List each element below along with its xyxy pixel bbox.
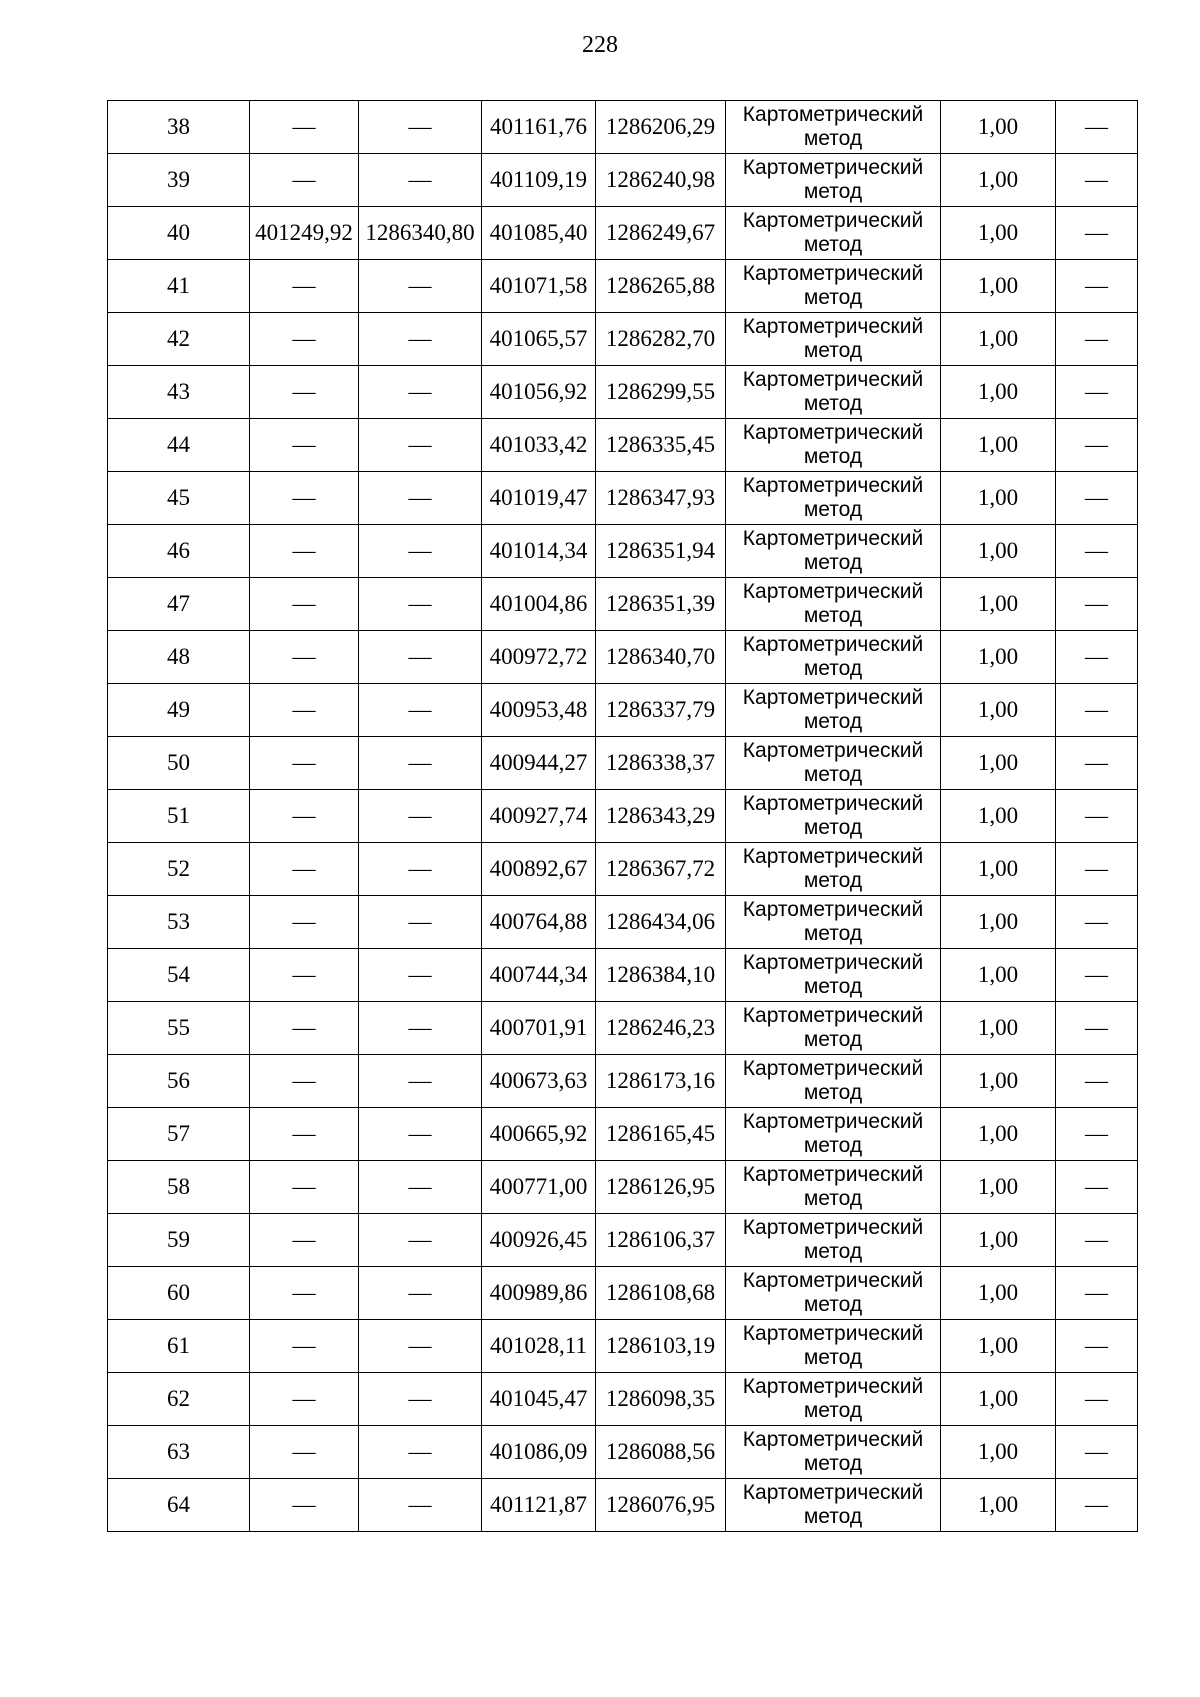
coordinates-table (107, 100, 1138, 1532)
table-row (108, 101, 1138, 154)
cell-x-coordinate: 401065,57 (482, 313, 596, 366)
cell-method: Картометрический метод (726, 578, 941, 631)
cell-point-number: 61 (108, 1320, 250, 1373)
cell-existing-y: — (359, 1055, 482, 1108)
cell-note: — (1056, 1320, 1138, 1373)
cell-existing-y: — (359, 1373, 482, 1426)
cell-point-number: 53 (108, 896, 250, 949)
cell-accuracy: 1,00 (941, 260, 1056, 313)
cell-method: Картометрический метод (726, 313, 941, 366)
cell-y-coordinate: 1286343,29 (596, 790, 726, 843)
cell-existing-y: — (359, 684, 482, 737)
cell-existing-x: — (250, 1267, 359, 1320)
cell-existing-x: — (250, 1055, 359, 1108)
cell-note: — (1056, 578, 1138, 631)
cell-note: — (1056, 101, 1138, 154)
cell-method: Картометрический метод (726, 101, 941, 154)
cell-note: — (1056, 1479, 1138, 1532)
cell-note: — (1056, 896, 1138, 949)
cell-point-number: 39 (108, 154, 250, 207)
cell-y-coordinate: 1286098,35 (596, 1373, 726, 1426)
cell-note: — (1056, 631, 1138, 684)
cell-x-coordinate: 400673,63 (482, 1055, 596, 1108)
table-row (108, 1426, 1138, 1479)
cell-y-coordinate: 1286088,56 (596, 1426, 726, 1479)
cell-note: — (1056, 1002, 1138, 1055)
cell-method: Картометрический метод (726, 1002, 941, 1055)
cell-x-coordinate: 400771,00 (482, 1161, 596, 1214)
cell-y-coordinate: 1286126,95 (596, 1161, 726, 1214)
cell-point-number: 54 (108, 949, 250, 1002)
cell-x-coordinate: 400764,88 (482, 896, 596, 949)
cell-existing-y: — (359, 1108, 482, 1161)
cell-existing-y: — (359, 260, 482, 313)
cell-existing-x: — (250, 790, 359, 843)
cell-note: — (1056, 684, 1138, 737)
cell-existing-y: — (359, 843, 482, 896)
cell-existing-x: — (250, 896, 359, 949)
cell-x-coordinate: 400989,86 (482, 1267, 596, 1320)
cell-existing-x: — (250, 949, 359, 1002)
cell-point-number: 49 (108, 684, 250, 737)
cell-existing-x: — (250, 472, 359, 525)
cell-x-coordinate: 400665,92 (482, 1108, 596, 1161)
cell-existing-y: — (359, 1214, 482, 1267)
cell-y-coordinate: 1286282,70 (596, 313, 726, 366)
cell-point-number: 45 (108, 472, 250, 525)
cell-y-coordinate: 1286106,37 (596, 1214, 726, 1267)
cell-method: Картометрический метод (726, 1055, 941, 1108)
cell-method: Картометрический метод (726, 1161, 941, 1214)
cell-note: — (1056, 790, 1138, 843)
cell-existing-x: — (250, 843, 359, 896)
cell-y-coordinate: 1286265,88 (596, 260, 726, 313)
cell-accuracy: 1,00 (941, 419, 1056, 472)
cell-x-coordinate: 400892,67 (482, 843, 596, 896)
cell-method: Картометрический метод (726, 207, 941, 260)
cell-existing-y: — (359, 419, 482, 472)
cell-existing-x: — (250, 1161, 359, 1214)
cell-point-number: 63 (108, 1426, 250, 1479)
cell-note: — (1056, 472, 1138, 525)
table-body (108, 101, 1138, 1532)
cell-method: Картометрический метод (726, 737, 941, 790)
table-row (108, 1002, 1138, 1055)
cell-note: — (1056, 737, 1138, 790)
cell-method: Картометрический метод (726, 154, 941, 207)
cell-existing-x: — (250, 101, 359, 154)
cell-accuracy: 1,00 (941, 1320, 1056, 1373)
cell-point-number: 64 (108, 1479, 250, 1532)
cell-accuracy: 1,00 (941, 1479, 1056, 1532)
cell-x-coordinate: 401161,76 (482, 101, 596, 154)
cell-x-coordinate: 401033,42 (482, 419, 596, 472)
cell-y-coordinate: 1286165,45 (596, 1108, 726, 1161)
cell-accuracy: 1,00 (941, 207, 1056, 260)
table-row (108, 1055, 1138, 1108)
cell-accuracy: 1,00 (941, 631, 1056, 684)
table-row (108, 1267, 1138, 1320)
cell-y-coordinate: 1286206,29 (596, 101, 726, 154)
cell-method: Картометрический метод (726, 1479, 941, 1532)
cell-point-number: 44 (108, 419, 250, 472)
cell-method: Картометрический метод (726, 1426, 941, 1479)
cell-y-coordinate: 1286434,06 (596, 896, 726, 949)
cell-method: Картометрический метод (726, 949, 941, 1002)
cell-accuracy: 1,00 (941, 737, 1056, 790)
cell-note: — (1056, 419, 1138, 472)
cell-y-coordinate: 1286367,72 (596, 843, 726, 896)
cell-accuracy: 1,00 (941, 472, 1056, 525)
cell-y-coordinate: 1286103,19 (596, 1320, 726, 1373)
cell-existing-x: — (250, 366, 359, 419)
cell-existing-x: — (250, 260, 359, 313)
cell-existing-x: — (250, 525, 359, 578)
table-row (108, 1479, 1138, 1532)
cell-point-number: 47 (108, 578, 250, 631)
cell-point-number: 42 (108, 313, 250, 366)
cell-accuracy: 1,00 (941, 366, 1056, 419)
cell-point-number: 43 (108, 366, 250, 419)
cell-note: — (1056, 949, 1138, 1002)
table-row (108, 207, 1138, 260)
cell-accuracy: 1,00 (941, 1002, 1056, 1055)
table-row (108, 1108, 1138, 1161)
cell-accuracy: 1,00 (941, 684, 1056, 737)
cell-accuracy: 1,00 (941, 1108, 1056, 1161)
cell-accuracy: 1,00 (941, 1161, 1056, 1214)
cell-note: — (1056, 1267, 1138, 1320)
cell-existing-y: — (359, 313, 482, 366)
cell-x-coordinate: 401121,87 (482, 1479, 596, 1532)
cell-x-coordinate: 400972,72 (482, 631, 596, 684)
cell-accuracy: 1,00 (941, 578, 1056, 631)
cell-existing-y: — (359, 1267, 482, 1320)
table-row (108, 525, 1138, 578)
cell-accuracy: 1,00 (941, 949, 1056, 1002)
cell-point-number: 60 (108, 1267, 250, 1320)
cell-existing-y: — (359, 578, 482, 631)
cell-note: — (1056, 313, 1138, 366)
cell-y-coordinate: 1286108,68 (596, 1267, 726, 1320)
cell-accuracy: 1,00 (941, 1373, 1056, 1426)
cell-method: Картометрический метод (726, 790, 941, 843)
cell-y-coordinate: 1286340,70 (596, 631, 726, 684)
cell-point-number: 51 (108, 790, 250, 843)
cell-note: — (1056, 1373, 1138, 1426)
cell-method: Картометрический метод (726, 366, 941, 419)
cell-method: Картометрический метод (726, 631, 941, 684)
cell-point-number: 38 (108, 101, 250, 154)
cell-accuracy: 1,00 (941, 843, 1056, 896)
cell-existing-y: — (359, 737, 482, 790)
cell-method: Картометрический метод (726, 896, 941, 949)
table-row (108, 843, 1138, 896)
cell-existing-x: — (250, 419, 359, 472)
cell-existing-x: — (250, 1320, 359, 1373)
cell-method: Картометрический метод (726, 472, 941, 525)
cell-existing-y: — (359, 949, 482, 1002)
cell-point-number: 55 (108, 1002, 250, 1055)
cell-point-number: 41 (108, 260, 250, 313)
page-number: 228 (582, 32, 618, 58)
cell-x-coordinate: 401086,09 (482, 1426, 596, 1479)
cell-note: — (1056, 1108, 1138, 1161)
cell-y-coordinate: 1286338,37 (596, 737, 726, 790)
cell-method: Картометрический метод (726, 1214, 941, 1267)
cell-method: Картометрический метод (726, 1267, 941, 1320)
cell-x-coordinate: 401109,19 (482, 154, 596, 207)
cell-accuracy: 1,00 (941, 1055, 1056, 1108)
cell-accuracy: 1,00 (941, 790, 1056, 843)
cell-note: — (1056, 1161, 1138, 1214)
cell-note: — (1056, 1055, 1138, 1108)
cell-accuracy: 1,00 (941, 1267, 1056, 1320)
cell-x-coordinate: 401071,58 (482, 260, 596, 313)
cell-existing-x: — (250, 1373, 359, 1426)
cell-point-number: 40 (108, 207, 250, 260)
cell-accuracy: 1,00 (941, 1426, 1056, 1479)
cell-existing-x: — (250, 737, 359, 790)
cell-method: Картометрический метод (726, 684, 941, 737)
cell-existing-y: — (359, 366, 482, 419)
table-row (108, 366, 1138, 419)
cell-existing-y: — (359, 1426, 482, 1479)
cell-note: — (1056, 366, 1138, 419)
cell-note: — (1056, 260, 1138, 313)
cell-note: — (1056, 154, 1138, 207)
cell-y-coordinate: 1286384,10 (596, 949, 726, 1002)
cell-note: — (1056, 843, 1138, 896)
table-row (108, 1161, 1138, 1214)
table-row (108, 578, 1138, 631)
cell-y-coordinate: 1286299,55 (596, 366, 726, 419)
table-row (108, 949, 1138, 1002)
cell-point-number: 50 (108, 737, 250, 790)
cell-accuracy: 1,00 (941, 313, 1056, 366)
cell-y-coordinate: 1286173,16 (596, 1055, 726, 1108)
cell-existing-x: — (250, 1426, 359, 1479)
cell-note: — (1056, 207, 1138, 260)
cell-x-coordinate: 401019,47 (482, 472, 596, 525)
table-row (108, 419, 1138, 472)
cell-x-coordinate: 401085,40 (482, 207, 596, 260)
cell-existing-x: — (250, 1002, 359, 1055)
table-row (108, 154, 1138, 207)
cell-y-coordinate: 1286351,94 (596, 525, 726, 578)
cell-existing-y: — (359, 896, 482, 949)
cell-existing-y: — (359, 525, 482, 578)
cell-point-number: 56 (108, 1055, 250, 1108)
cell-point-number: 46 (108, 525, 250, 578)
cell-method: Картометрический метод (726, 1108, 941, 1161)
cell-existing-y: — (359, 631, 482, 684)
cell-existing-x: — (250, 578, 359, 631)
cell-method: Картометрический метод (726, 525, 941, 578)
cell-x-coordinate: 400953,48 (482, 684, 596, 737)
table-row (108, 1320, 1138, 1373)
table-row (108, 313, 1138, 366)
cell-point-number: 59 (108, 1214, 250, 1267)
cell-existing-y: — (359, 1320, 482, 1373)
cell-accuracy: 1,00 (941, 101, 1056, 154)
cell-accuracy: 1,00 (941, 1214, 1056, 1267)
cell-point-number: 58 (108, 1161, 250, 1214)
cell-method: Картометрический метод (726, 260, 941, 313)
cell-x-coordinate: 401004,86 (482, 578, 596, 631)
cell-x-coordinate: 400701,91 (482, 1002, 596, 1055)
table-row (108, 1214, 1138, 1267)
table-row (108, 260, 1138, 313)
cell-existing-x: — (250, 1479, 359, 1532)
cell-x-coordinate: 401056,92 (482, 366, 596, 419)
cell-x-coordinate: 400744,34 (482, 949, 596, 1002)
cell-y-coordinate: 1286335,45 (596, 419, 726, 472)
cell-point-number: 48 (108, 631, 250, 684)
cell-y-coordinate: 1286347,93 (596, 472, 726, 525)
cell-point-number: 57 (108, 1108, 250, 1161)
cell-point-number: 62 (108, 1373, 250, 1426)
cell-existing-x: — (250, 631, 359, 684)
cell-point-number: 52 (108, 843, 250, 896)
table-row (108, 1373, 1138, 1426)
cell-accuracy: 1,00 (941, 896, 1056, 949)
cell-method: Картометрический метод (726, 843, 941, 896)
cell-y-coordinate: 1286240,98 (596, 154, 726, 207)
cell-x-coordinate: 401028,11 (482, 1320, 596, 1373)
cell-existing-x: — (250, 154, 359, 207)
cell-existing-x: — (250, 1108, 359, 1161)
cell-method: Картометрический метод (726, 1320, 941, 1373)
cell-existing-y: — (359, 472, 482, 525)
cell-note: — (1056, 1214, 1138, 1267)
cell-existing-y: — (359, 790, 482, 843)
table-row (108, 684, 1138, 737)
cell-y-coordinate: 1286246,23 (596, 1002, 726, 1055)
cell-existing-x: — (250, 313, 359, 366)
cell-x-coordinate: 401014,34 (482, 525, 596, 578)
cell-existing-y: — (359, 1479, 482, 1532)
cell-existing-y: 1286340,80 (359, 207, 482, 260)
cell-accuracy: 1,00 (941, 154, 1056, 207)
cell-existing-y: — (359, 1161, 482, 1214)
cell-note: — (1056, 525, 1138, 578)
cell-existing-y: — (359, 154, 482, 207)
cell-existing-x: — (250, 1214, 359, 1267)
cell-note: — (1056, 1426, 1138, 1479)
cell-existing-y: — (359, 101, 482, 154)
table-row (108, 896, 1138, 949)
cell-y-coordinate: 1286337,79 (596, 684, 726, 737)
table-row (108, 737, 1138, 790)
cell-existing-y: — (359, 1002, 482, 1055)
cell-existing-x: 401249,92 (250, 207, 359, 260)
cell-y-coordinate: 1286351,39 (596, 578, 726, 631)
table-row (108, 631, 1138, 684)
cell-method: Картометрический метод (726, 419, 941, 472)
cell-x-coordinate: 401045,47 (482, 1373, 596, 1426)
cell-x-coordinate: 400926,45 (482, 1214, 596, 1267)
cell-x-coordinate: 400944,27 (482, 737, 596, 790)
cell-existing-x: — (250, 684, 359, 737)
cell-y-coordinate: 1286076,95 (596, 1479, 726, 1532)
cell-accuracy: 1,00 (941, 525, 1056, 578)
cell-x-coordinate: 400927,74 (482, 790, 596, 843)
table-row (108, 472, 1138, 525)
table-row (108, 790, 1138, 843)
cell-y-coordinate: 1286249,67 (596, 207, 726, 260)
cell-method: Картометрический метод (726, 1373, 941, 1426)
